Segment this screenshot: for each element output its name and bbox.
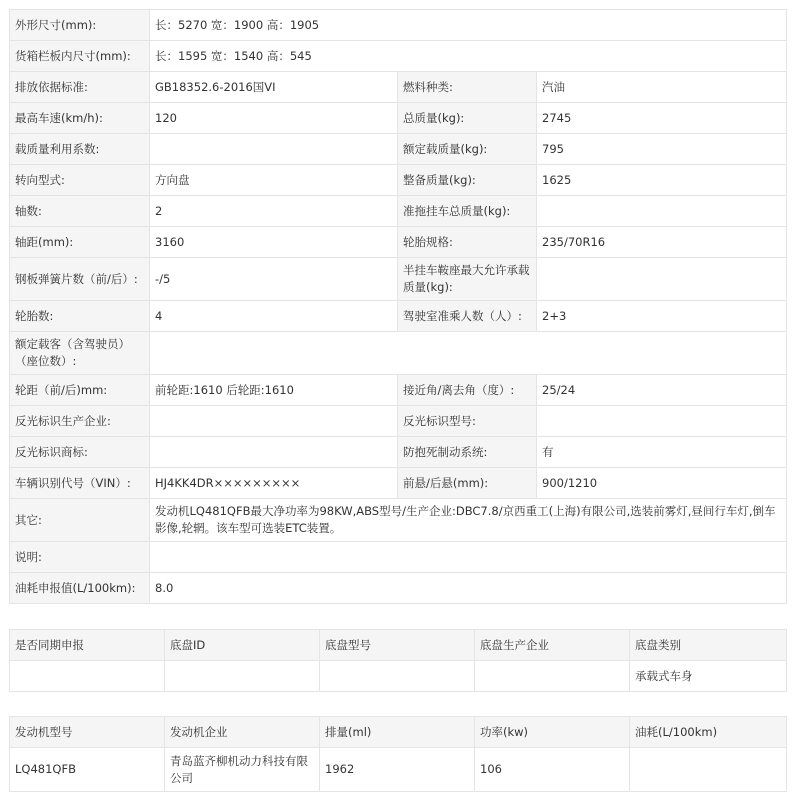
spec-value: 方向盘 (150, 165, 398, 196)
spec-row-cargo-box (10, 41, 787, 72)
spec-row (10, 165, 787, 196)
spec-value: 2+3 (537, 301, 787, 332)
engine-table (9, 716, 787, 792)
spec-value: 4 (150, 301, 398, 332)
spec-row (10, 468, 787, 499)
spec-label: 外形尺寸(mm): (10, 10, 150, 41)
spec-label: 半挂车鞍座最大允许承载质量(kg): (398, 258, 537, 301)
spec-row (10, 437, 787, 468)
spec-value: 2745 (537, 103, 787, 134)
spec-row-notes (10, 542, 787, 573)
spec-label: 防抱死制动系统: (398, 437, 537, 468)
spec-value (537, 196, 787, 227)
spec-label: 整备质量(kg): (398, 165, 537, 196)
column-header: 底盘型号 (320, 630, 475, 661)
spec-label: 反光标识生产企业: (10, 406, 150, 437)
spec-row-passengers (10, 332, 787, 375)
spec-value: 长：5270 宽：1900 高：1905 (150, 10, 787, 41)
spec-row-other (10, 499, 787, 542)
table-cell (165, 661, 320, 692)
spec-value: HJ4KK4DR××××××××× (150, 468, 398, 499)
spec-label: 载质量利用系数: (10, 134, 150, 165)
spec-label: 燃料种类: (398, 72, 537, 103)
spec-value: 发动机LQ481QFB最大净功率为98KW,ABS型号/生产企业:DBC7.8/京西重工(上海)有限公司,选装前雾灯,昼间行车灯,倒车影像,轮辋。该车型可选装ETC装置。 (150, 499, 787, 542)
spec-row (10, 301, 787, 332)
vehicle-spec-table (9, 9, 787, 604)
table-row (10, 661, 787, 692)
spec-row-dimensions (10, 10, 787, 41)
spec-value (150, 332, 787, 375)
spec-label: 钢板弹簧片数（前/后）: (10, 258, 150, 301)
spec-value: 长：1595 宽：1540 高：545 (150, 41, 787, 72)
spec-value: 3160 (150, 227, 398, 258)
spec-label: 说明: (10, 542, 150, 573)
spec-label: 转向型式: (10, 165, 150, 196)
spec-value (537, 258, 787, 301)
spec-row (10, 196, 787, 227)
column-header: 发动机企业 (165, 717, 320, 748)
spec-row (10, 258, 787, 301)
spec-value: 1625 (537, 165, 787, 196)
table-header-row (10, 717, 787, 748)
spec-label: 油耗申报值(L/100km): (10, 573, 150, 604)
column-header: 排量(ml) (320, 717, 475, 748)
table-cell (630, 748, 787, 792)
spec-row-fuel-consumption (10, 573, 787, 604)
spec-value: 25/24 (537, 375, 787, 406)
spec-value (150, 134, 398, 165)
table-cell: 1962 (320, 748, 475, 792)
spec-label: 额定载质量(kg): (398, 134, 537, 165)
spec-label: 接近角/离去角（度）: (398, 375, 537, 406)
table-cell (320, 661, 475, 692)
column-header: 底盘ID (165, 630, 320, 661)
spec-value: 前轮距:1610 后轮距:1610 (150, 375, 398, 406)
spec-value: 有 (537, 437, 787, 468)
table-cell: 承载式车身 (630, 661, 787, 692)
spec-value: 2 (150, 196, 398, 227)
spec-label: 货箱栏板内尺寸(mm): (10, 41, 150, 72)
chassis-table (9, 629, 787, 692)
spec-label: 轴数: (10, 196, 150, 227)
spec-row (10, 72, 787, 103)
table-cell: 青岛蓝齐柳机动力科技有限公司 (165, 748, 320, 792)
spec-label: 额定载客（含驾驶员）（座位数）: (10, 332, 150, 375)
column-header: 发动机型号 (10, 717, 165, 748)
spec-value: GB18352.6-2016国VI (150, 72, 398, 103)
column-header: 底盘生产企业 (475, 630, 630, 661)
spec-value (537, 406, 787, 437)
column-header: 是否同期申报 (10, 630, 165, 661)
spec-label: 轮胎规格: (398, 227, 537, 258)
table-cell: 106 (475, 748, 630, 792)
spec-value (150, 406, 398, 437)
spec-label: 前悬/后悬(mm): (398, 468, 537, 499)
spec-value: -/5 (150, 258, 398, 301)
spec-label: 总质量(kg): (398, 103, 537, 134)
spec-label: 最高车速(km/h): (10, 103, 150, 134)
spec-label: 驾驶室准乘人数（人）: (398, 301, 537, 332)
spec-value: 795 (537, 134, 787, 165)
spec-row (10, 227, 787, 258)
spec-value: 120 (150, 103, 398, 134)
spec-label: 轮胎数: (10, 301, 150, 332)
column-header: 功率(kw) (475, 717, 630, 748)
table-cell (10, 661, 165, 692)
spec-row (10, 103, 787, 134)
spec-value: 900/1210 (537, 468, 787, 499)
spec-row (10, 406, 787, 437)
spec-label: 轮距（前/后)mm: (10, 375, 150, 406)
spec-label: 反光标识商标: (10, 437, 150, 468)
spec-value: 汽油 (537, 72, 787, 103)
table-cell (475, 661, 630, 692)
spec-label: 排放依据标准: (10, 72, 150, 103)
spec-value: 235/70R16 (537, 227, 787, 258)
spec-label: 车辆识别代号（VIN）: (10, 468, 150, 499)
spec-label: 准拖挂车总质量(kg): (398, 196, 537, 227)
spec-value (150, 542, 787, 573)
spec-value (150, 437, 398, 468)
table-cell: LQ481QFB (10, 748, 165, 792)
table-header-row (10, 630, 787, 661)
column-header: 底盘类别 (630, 630, 787, 661)
spec-label: 其它: (10, 499, 150, 542)
table-row (10, 748, 787, 792)
column-header: 油耗(L/100km) (630, 717, 787, 748)
spec-row (10, 134, 787, 165)
spec-label: 反光标识型号: (398, 406, 537, 437)
spec-label: 轴距(mm): (10, 227, 150, 258)
spec-row (10, 375, 787, 406)
spec-value: 8.0 (150, 573, 787, 604)
